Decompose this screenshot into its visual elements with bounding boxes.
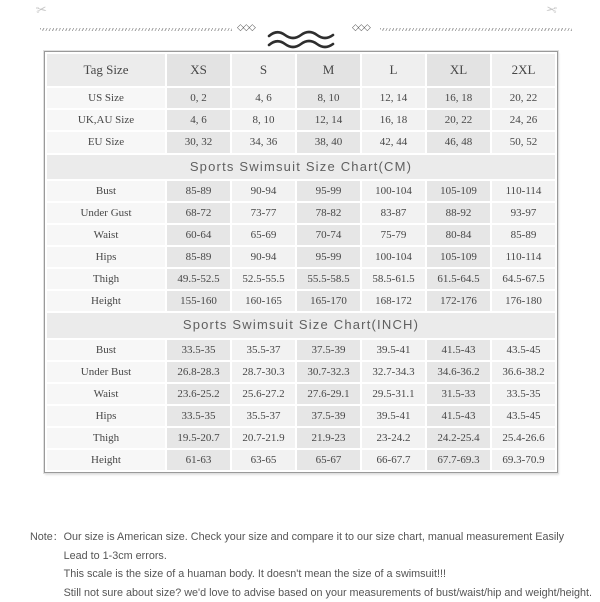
row-label: Height [47, 450, 165, 470]
table-cell: 23-24.2 [362, 428, 425, 448]
table-cell: 172-176 [427, 291, 490, 311]
scissors-icon: ✂ [35, 1, 48, 18]
table-cell: 64.5-67.5 [492, 269, 555, 289]
section-title-row [47, 313, 555, 337]
table-cell: 55.5-58.5 [297, 269, 360, 289]
row-label: Waist [47, 225, 165, 245]
table-cell: 61-63 [167, 450, 230, 470]
table-cell: 16, 18 [427, 88, 490, 108]
table-cell: 34, 36 [232, 132, 295, 152]
table-cell: 8, 10 [232, 110, 295, 130]
table-cell: 4, 6 [167, 110, 230, 130]
table-cell: 37.5-39 [297, 340, 360, 360]
table-cell: 41.5-43 [427, 406, 490, 426]
table-cell: 68-72 [167, 203, 230, 223]
table-cell: 100-104 [362, 247, 425, 267]
size-table [44, 51, 558, 473]
diamonds-ornament-left: ◇◇◇ [237, 22, 255, 33]
diamonds-ornament-right: ◇◇◇ [352, 22, 370, 33]
table-cell: 21.9-23 [297, 428, 360, 448]
table-cell: 20.7-21.9 [232, 428, 295, 448]
table-row [47, 132, 555, 152]
table-cell: 39.5-41 [362, 406, 425, 426]
table-cell: 20, 22 [492, 88, 555, 108]
table-cell: 110-114 [492, 181, 555, 201]
table-row [47, 110, 555, 130]
table-row [47, 181, 555, 201]
table-row [47, 428, 555, 448]
header-cell-size: XL [427, 54, 490, 86]
table-cell: 31.5-33 [427, 384, 490, 404]
table-cell: 38, 40 [297, 132, 360, 152]
table-row [47, 362, 555, 382]
table-cell: 30, 32 [167, 132, 230, 152]
table-cell: 105-109 [427, 247, 490, 267]
row-label: Bust [47, 340, 165, 360]
table-cell: 78-82 [297, 203, 360, 223]
table-cell: 176-180 [492, 291, 555, 311]
table-cell: 75-79 [362, 225, 425, 245]
table-cell: 25.4-26.6 [492, 428, 555, 448]
table-cell: 12, 14 [297, 110, 360, 130]
table-cell: 41.5-43 [427, 340, 490, 360]
table-row [47, 340, 555, 360]
table-cell: 35.5-37 [232, 406, 295, 426]
table-row [47, 203, 555, 223]
table-row [47, 406, 555, 426]
table-row [47, 384, 555, 404]
row-label: Height [47, 291, 165, 311]
section-title: Sports Swimsuit Size Chart(CM) [47, 155, 555, 179]
section-title: Sports Swimsuit Size Chart(INCH) [47, 313, 555, 337]
table-cell: 165-170 [297, 291, 360, 311]
table-cell: 43.5-45 [492, 406, 555, 426]
note-lines [64, 528, 592, 602]
header-cell-size: XS [167, 54, 230, 86]
table-cell: 85-89 [167, 181, 230, 201]
table-cell: 33.5-35 [492, 384, 555, 404]
header-cell-size: L [362, 54, 425, 86]
size-table-body [47, 54, 555, 470]
table-cell: 24, 26 [492, 110, 555, 130]
table-cell: 63-65 [232, 450, 295, 470]
table-cell: 66-67.7 [362, 450, 425, 470]
note-line: This scale is the size of a huaman body. It doesn't mean the size of a swimsuit!!! [64, 565, 592, 584]
table-cell: 24.2-25.4 [427, 428, 490, 448]
table-cell: 52.5-55.5 [232, 269, 295, 289]
header-cell-size: M [297, 54, 360, 86]
table-cell: 65-67 [297, 450, 360, 470]
table-cell: 28.7-30.3 [232, 362, 295, 382]
header-cell-size: S [232, 54, 295, 86]
table-cell: 100-104 [362, 181, 425, 201]
table-cell: 25.6-27.2 [232, 384, 295, 404]
table-cell: 0, 2 [167, 88, 230, 108]
table-cell: 160-165 [232, 291, 295, 311]
row-label: UK,AU Size [47, 110, 165, 130]
table-cell: 110-114 [492, 247, 555, 267]
table-cell: 58.5-61.5 [362, 269, 425, 289]
row-label: US Size [47, 88, 165, 108]
note-line: Still not sure about size? we'd love to advise based on your measurements of bust/waist/hip and weight/height. [64, 584, 592, 602]
table-cell: 155-160 [167, 291, 230, 311]
table-row [47, 88, 555, 108]
table-cell: 105-109 [427, 181, 490, 201]
table-cell: 46, 48 [427, 132, 490, 152]
table-cell: 29.5-31.1 [362, 384, 425, 404]
table-cell: 33.5-35 [167, 406, 230, 426]
note-label: Note： [30, 528, 64, 602]
header-cell-size: 2XL [492, 54, 555, 86]
row-label: Thigh [47, 428, 165, 448]
dashed-rule-right [380, 28, 572, 31]
table-cell: 34.6-36.2 [427, 362, 490, 382]
row-label: Hips [47, 247, 165, 267]
scissors-icon: ✂ [545, 1, 558, 18]
row-label: Thigh [47, 269, 165, 289]
table-cell: 12, 14 [362, 88, 425, 108]
table-cell: 16, 18 [362, 110, 425, 130]
table-cell: 61.5-64.5 [427, 269, 490, 289]
row-label: Hips [47, 406, 165, 426]
table-cell: 4, 6 [232, 88, 295, 108]
row-label: Waist [47, 384, 165, 404]
dashed-rule-left [40, 28, 232, 31]
table-cell: 95-99 [297, 247, 360, 267]
table-cell: 88-92 [427, 203, 490, 223]
table-cell: 83-87 [362, 203, 425, 223]
note-block [30, 528, 590, 602]
top-decoration [0, 0, 600, 50]
note-line: Our size is American size. Check your size and compare it to our size chart, manual measurement Easily [64, 528, 592, 547]
table-cell: 93-97 [492, 203, 555, 223]
table-row [47, 247, 555, 267]
table-cell: 23.6-25.2 [167, 384, 230, 404]
row-label: Under Bust [47, 362, 165, 382]
table-cell: 36.6-38.2 [492, 362, 555, 382]
row-label: Bust [47, 181, 165, 201]
table-cell: 26.8-28.3 [167, 362, 230, 382]
row-label: EU Size [47, 132, 165, 152]
table-cell: 90-94 [232, 247, 295, 267]
table-cell: 27.6-29.1 [297, 384, 360, 404]
table-cell: 35.5-37 [232, 340, 295, 360]
table-cell: 42, 44 [362, 132, 425, 152]
table-row [47, 450, 555, 470]
table-cell: 32.7-34.3 [362, 362, 425, 382]
table-cell: 43.5-45 [492, 340, 555, 360]
table-cell: 30.7-32.3 [297, 362, 360, 382]
table-cell: 168-172 [362, 291, 425, 311]
table-cell: 95-99 [297, 181, 360, 201]
row-label: Under Gust [47, 203, 165, 223]
table-cell: 90-94 [232, 181, 295, 201]
note-line: Lead to 1-3cm errors. [64, 547, 592, 566]
table-row [47, 291, 555, 311]
table-row [47, 225, 555, 245]
table-cell: 65-69 [232, 225, 295, 245]
table-cell: 70-74 [297, 225, 360, 245]
table-cell: 37.5-39 [297, 406, 360, 426]
table-cell: 50, 52 [492, 132, 555, 152]
table-cell: 19.5-20.7 [167, 428, 230, 448]
table-cell: 39.5-41 [362, 340, 425, 360]
header-cell-tag-size: Tag Size [47, 54, 165, 86]
table-header-row [47, 54, 555, 86]
table-cell: 20, 22 [427, 110, 490, 130]
table-cell: 49.5-52.5 [167, 269, 230, 289]
table-cell: 85-89 [492, 225, 555, 245]
table-cell: 69.3-70.9 [492, 450, 555, 470]
table-cell: 60-64 [167, 225, 230, 245]
section-title-row [47, 155, 555, 179]
table-cell: 33.5-35 [167, 340, 230, 360]
table-cell: 85-89 [167, 247, 230, 267]
table-cell: 67.7-69.3 [427, 450, 490, 470]
table-row [47, 269, 555, 289]
table-cell: 73-77 [232, 203, 295, 223]
table-cell: 8, 10 [297, 88, 360, 108]
table-cell: 80-84 [427, 225, 490, 245]
